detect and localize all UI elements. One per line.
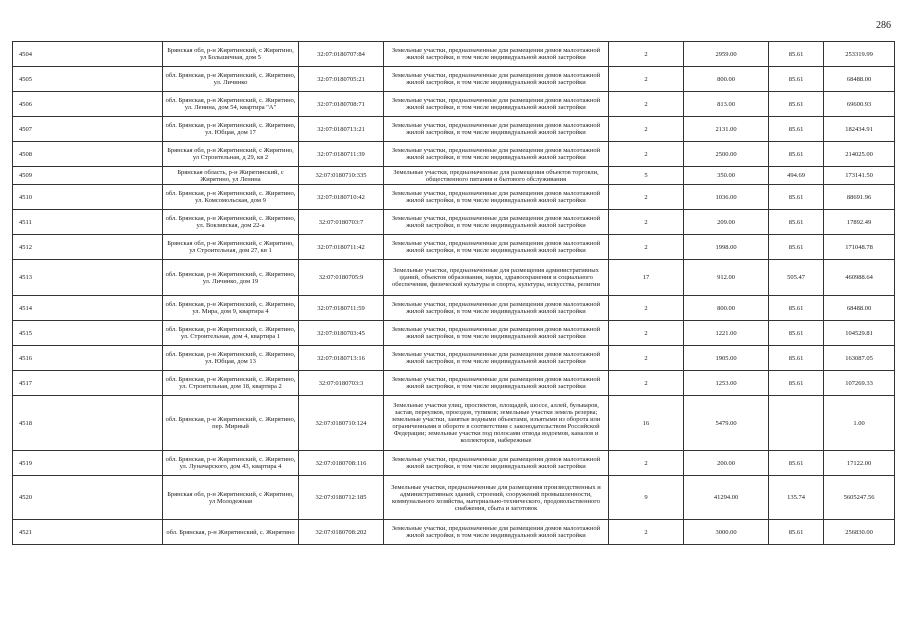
- address-cell: обл. Брянская, р-н Жирятинский, с. Жирятино, ул. Юбцая, дом 17: [163, 117, 299, 142]
- area-cell: 2959.00: [684, 42, 769, 67]
- row-number-cell: 4514: [13, 296, 163, 321]
- rate-cell: 85.61: [769, 520, 824, 545]
- table-row: [13, 451, 895, 476]
- rate-cell: 85.61: [769, 371, 824, 396]
- area-cell: 1221.00: [684, 321, 769, 346]
- cadastral-number-cell: 32:07:0180703:7: [299, 210, 384, 235]
- cadastral-number-cell: 32:07:0180710:335: [299, 167, 384, 185]
- table-row: [13, 67, 895, 92]
- cadastral-number-cell: 32:07:0180711:59: [299, 296, 384, 321]
- land-use-cell: Земельные участки, предназначенные для размещения домов малоэтажной жилой застройки, в том числе индивидуальной жилой застройки: [384, 235, 609, 260]
- address-cell: Брянская область, р-н Жирятинский, с Жирятино, ул Ленина: [163, 167, 299, 185]
- group-cell: 2: [609, 142, 684, 167]
- area-cell: 41294.00: [684, 476, 769, 520]
- land-use-cell: Земельные участки, предназначенные для размещения домов малоэтажной жилой застройки, в том числе индивидуальной жилой застройки: [384, 321, 609, 346]
- group-cell: 2: [609, 346, 684, 371]
- group-cell: 16: [609, 396, 684, 451]
- cadastral-number-cell: 32:07:0180705:9: [299, 260, 384, 296]
- land-use-cell: Земельные участки, предназначенные для размещения домов малоэтажной жилой застройки, в том числе индивидуальной жилой застройки: [384, 520, 609, 545]
- rate-cell: 85.61: [769, 346, 824, 371]
- row-number-cell: 4507: [13, 117, 163, 142]
- rate-cell: 85.61: [769, 185, 824, 210]
- cadastral-value-cell: 68488.00: [824, 296, 895, 321]
- cadastral-value-cell: 214025.00: [824, 142, 895, 167]
- table-row: [13, 346, 895, 371]
- table-row: [13, 296, 895, 321]
- address-cell: обл. Брянская, р-н Жирятинский, с. Жирятино, ул. Личинко, дом 19: [163, 260, 299, 296]
- land-use-cell: Земельные участки, предназначенные для размещения домов малоэтажной жилой застройки, в том числе индивидуальной жилой застройки: [384, 67, 609, 92]
- address-cell: обл. Брянская, р-н Жирятинский, с. Жирятино, ул. Юбцая, дом 13: [163, 346, 299, 371]
- address-cell: обл. Брянская, р-н Жирятинский, с. Жирятино, ул. Луначарского, дом 43, квартира 4: [163, 451, 299, 476]
- group-cell: 2: [609, 235, 684, 260]
- address-cell: обл. Брянская, р-н Жирятинский, с. Жирятино, ул. Строительная, дом 4, квартира 1: [163, 321, 299, 346]
- area-cell: 1036.00: [684, 185, 769, 210]
- rate-cell: 85.61: [769, 117, 824, 142]
- cadastral-value-cell: 253319.99: [824, 42, 895, 67]
- area-cell: 2131.00: [684, 117, 769, 142]
- address-cell: обл. Брянская, р-н Жирятинский, с. Жирятино: [163, 520, 299, 545]
- cadastral-number-cell: 32:07:0180710:124: [299, 396, 384, 451]
- address-cell: обл. Брянская, р-н Жирятинский, с. Жирятино, пер. Мирный: [163, 396, 299, 451]
- row-number-cell: 4510: [13, 185, 163, 210]
- cadastral-value-cell: 68488.00: [824, 67, 895, 92]
- table-row: [13, 185, 895, 210]
- cadastral-value-cell: 173141.50: [824, 167, 895, 185]
- cadastral-value-cell: 256830.00: [824, 520, 895, 545]
- land-use-cell: Земельные участки, предназначенные для размещения домов малоэтажной жилой застройки, в том числе индивидуальной жилой застройки: [384, 42, 609, 67]
- group-cell: 2: [609, 210, 684, 235]
- rate-cell: 85.61: [769, 42, 824, 67]
- group-cell: 2: [609, 185, 684, 210]
- area-cell: 209.00: [684, 210, 769, 235]
- rate-cell: 85.61: [769, 321, 824, 346]
- row-number-cell: 4518: [13, 396, 163, 451]
- cadastral-number-cell: 32:07:0180705:21: [299, 67, 384, 92]
- group-cell: 2: [609, 117, 684, 142]
- address-cell: обл. Брянская, р-н Жирятинский, с. Жирятино, ул. Комсомольская, дом 9: [163, 185, 299, 210]
- table-row: [13, 235, 895, 260]
- table-row: [13, 117, 895, 142]
- area-cell: 800.00: [684, 296, 769, 321]
- area-cell: 1998.00: [684, 235, 769, 260]
- table-row: [13, 476, 895, 520]
- cadastral-number-cell: 32:07:0180703:3: [299, 371, 384, 396]
- group-cell: 9: [609, 476, 684, 520]
- table-row: [13, 371, 895, 396]
- cadastral-number-cell: 32:07:0180710:42: [299, 185, 384, 210]
- land-use-cell: Земельные участки, предназначенные для размещения домов малоэтажной жилой застройки, в том числе индивидуальной жилой застройки: [384, 451, 609, 476]
- table-row: [13, 210, 895, 235]
- address-cell: обл. Брянская, р-н Жирятинский, с. Жирятино, ул. Личинко: [163, 67, 299, 92]
- group-cell: 2: [609, 67, 684, 92]
- rate-cell: 85.61: [769, 142, 824, 167]
- cadastral-number-cell: 32:07:0180711:42: [299, 235, 384, 260]
- row-number-cell: 4520: [13, 476, 163, 520]
- group-cell: 5: [609, 167, 684, 185]
- address-cell: Брянская обл, р-н Жирятинский, с Жирятино, ул Молодежная: [163, 476, 299, 520]
- cadastral-number-cell: 32:07:0180708:116: [299, 451, 384, 476]
- cadastral-number-cell: 32:07:0180708:202: [299, 520, 384, 545]
- table-row: [13, 321, 895, 346]
- rate-cell: 85.61: [769, 235, 824, 260]
- cadastral-value-cell: 104529.81: [824, 321, 895, 346]
- table-row: [13, 42, 895, 67]
- row-number-cell: 4516: [13, 346, 163, 371]
- land-use-cell: Земельные участки улиц, проспектов, площадей, шоссе, аллей, бульваров, застав, переулков, проездов, тупиков; земельные участки земель резерва; земельные участки, занятые водными объектами, изъятыми из оборота или ограниченными в обороте в соответствии с законодательством Российской Федерации; земельные участки под полосами отвода водоемов, каналов и коллекторов, набережные: [384, 396, 609, 451]
- land-use-cell: Земельные участки, предназначенные для размещения домов малоэтажной жилой застройки, в том числе индивидуальной жилой застройки: [384, 296, 609, 321]
- cadastral-number-cell: 32:07:0180711:39: [299, 142, 384, 167]
- rate-cell: 85.61: [769, 210, 824, 235]
- group-cell: 2: [609, 296, 684, 321]
- address-cell: обл. Брянская, р-н Жирятинский, с. Жирятино, ул. Строительная, дом 18, квартира 2: [163, 371, 299, 396]
- cadastral-number-cell: 32:07:0180707:84: [299, 42, 384, 67]
- rate-cell: 85.61: [769, 296, 824, 321]
- area-cell: 3000.00: [684, 520, 769, 545]
- cadastral-value-cell: 460988.64: [824, 260, 895, 296]
- area-cell: 800.00: [684, 67, 769, 92]
- cadastral-value-cell: 17122.00: [824, 451, 895, 476]
- area-cell: 813.00: [684, 92, 769, 117]
- row-number-cell: 4519: [13, 451, 163, 476]
- table-row: [13, 142, 895, 167]
- area-cell: 912.00: [684, 260, 769, 296]
- row-number-cell: 4504: [13, 42, 163, 67]
- address-cell: обл. Брянская, р-н Жирятинский, с. Жирятино, ул. Вокзивская, дом 22-а: [163, 210, 299, 235]
- land-use-cell: Земельные участки, предназначенные для размещения домов малоэтажной жилой застройки, в том числе индивидуальной жилой застройки: [384, 371, 609, 396]
- address-cell: Брянская обл, р-н Жирятинский, с Жирятино, ул Строительная, дом 27, кв 1: [163, 235, 299, 260]
- area-cell: 200.00: [684, 451, 769, 476]
- cadastral-value-cell: 5605247.56: [824, 476, 895, 520]
- area-cell: 1253.00: [684, 371, 769, 396]
- group-cell: 2: [609, 42, 684, 67]
- cadastral-value-cell: 17892.49: [824, 210, 895, 235]
- area-cell: 2500.00: [684, 142, 769, 167]
- table-row: [13, 396, 895, 451]
- land-use-cell: Земельные участки, предназначенные для размещения домов малоэтажной жилой застройки, в том числе индивидуальной жилой застройки: [384, 210, 609, 235]
- land-use-cell: Земельные участки, предназначенные для размещения домов малоэтажной жилой застройки, в том числе индивидуальной жилой застройки: [384, 117, 609, 142]
- land-plot-table: [12, 41, 895, 545]
- cadastral-value-cell: 171048.78: [824, 235, 895, 260]
- group-cell: 2: [609, 92, 684, 117]
- land-use-cell: Земельные участки, предназначенные для размещения объектов торговли, общественного питания и бытового обслуживания: [384, 167, 609, 185]
- cadastral-value-cell: 163087.05: [824, 346, 895, 371]
- address-cell: Брянская обл, р-н Жирятинский, с Жирятино, ул Строительная, д 29, кв 2: [163, 142, 299, 167]
- row-number-cell: 4509: [13, 167, 163, 185]
- row-number-cell: 4505: [13, 67, 163, 92]
- address-cell: обл. Брянская, р-н Жирятинский, с. Жирятино, ул. Ленина, дом 54, квартира "А": [163, 92, 299, 117]
- cadastral-value-cell: 69600.93: [824, 92, 895, 117]
- land-use-cell: Земельные участки, предназначенные для размещения домов малоэтажной жилой застройки, в том числе индивидуальной жилой застройки: [384, 92, 609, 117]
- rate-cell: 85.61: [769, 451, 824, 476]
- table-row: [13, 260, 895, 296]
- land-use-cell: Земельные участки, предназначенные для размещения домов малоэтажной жилой застройки, в том числе индивидуальной жилой застройки: [384, 346, 609, 371]
- group-cell: 2: [609, 371, 684, 396]
- cadastral-value-cell: 182434.91: [824, 117, 895, 142]
- land-use-cell: Земельные участки, предназначенные для размещения производственных и административных зданий, строений, сооружений промышленности, коммунального хозяйства, материально-технического, продовольственного снабжения, сбыта и заготовок: [384, 476, 609, 520]
- rate-cell: 505.47: [769, 260, 824, 296]
- row-number-cell: 4512: [13, 235, 163, 260]
- land-use-cell: Земельные участки, предназначенные для размещения домов малоэтажной жилой застройки, в том числе индивидуальной жилой застройки: [384, 142, 609, 167]
- cadastral-number-cell: 32:07:0180708:71: [299, 92, 384, 117]
- row-number-cell: 4506: [13, 92, 163, 117]
- address-cell: обл. Брянская, р-н Жирятинский, с. Жирятино, ул. Мира, дом 9, квартира 4: [163, 296, 299, 321]
- row-number-cell: 4513: [13, 260, 163, 296]
- table-row: [13, 520, 895, 545]
- page-number: 286: [876, 20, 891, 31]
- row-number-cell: 4517: [13, 371, 163, 396]
- row-number-cell: 4508: [13, 142, 163, 167]
- group-cell: 2: [609, 520, 684, 545]
- address-cell: Брянская обл, р-н Жирятинский, с Жирятино, ул Большичная, дом 5: [163, 42, 299, 67]
- cadastral-number-cell: 32:07:0180703:45: [299, 321, 384, 346]
- rate-cell: 494.69: [769, 167, 824, 185]
- row-number-cell: 4521: [13, 520, 163, 545]
- group-cell: 2: [609, 321, 684, 346]
- cadastral-value-cell: 88691.96: [824, 185, 895, 210]
- table-row: [13, 92, 895, 117]
- row-number-cell: 4511: [13, 210, 163, 235]
- area-cell: 5479.00: [684, 396, 769, 451]
- group-cell: 17: [609, 260, 684, 296]
- cadastral-number-cell: 32:07:0180713:16: [299, 346, 384, 371]
- rate-cell: 85.61: [769, 67, 824, 92]
- area-cell: 1905.00: [684, 346, 769, 371]
- group-cell: 2: [609, 451, 684, 476]
- rate-cell: [769, 396, 824, 451]
- cadastral-number-cell: 32:07:0180713:21: [299, 117, 384, 142]
- rate-cell: 85.61: [769, 92, 824, 117]
- table-row: [13, 167, 895, 185]
- cadastral-value-cell: 1.00: [824, 396, 895, 451]
- land-use-cell: Земельные участки, предназначенные для размещения административных зданий, объектов образования, науки, здравоохранения и социального обеспечения, физической культуры и спорта, культуры, искусства, религии: [384, 260, 609, 296]
- row-number-cell: 4515: [13, 321, 163, 346]
- area-cell: 350.00: [684, 167, 769, 185]
- rate-cell: 135.74: [769, 476, 824, 520]
- land-use-cell: Земельные участки, предназначенные для размещения домов малоэтажной жилой застройки, в том числе индивидуальной жилой застройки: [384, 185, 609, 210]
- cadastral-value-cell: 107269.33: [824, 371, 895, 396]
- cadastral-number-cell: 32:07:0180712:185: [299, 476, 384, 520]
